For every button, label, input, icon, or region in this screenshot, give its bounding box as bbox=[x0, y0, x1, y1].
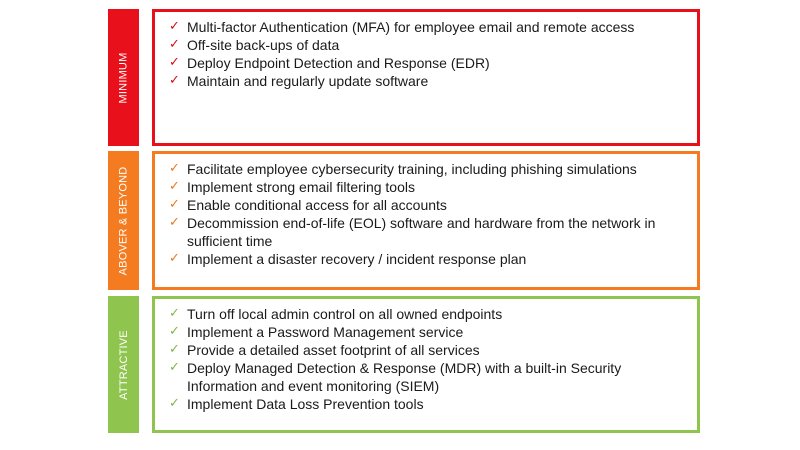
item-text: Implement a Password Management service bbox=[187, 324, 464, 340]
tier-item-list bbox=[155, 299, 697, 413]
checkmark-icon: ✓ bbox=[169, 360, 180, 375]
item-text: Implement Data Loss Prevention tools bbox=[187, 396, 424, 412]
item-text: Provide a detailed asset footprint of all services bbox=[187, 342, 480, 358]
tier-label-bar bbox=[108, 296, 139, 433]
list-item bbox=[169, 214, 689, 250]
item-text: Deploy Endpoint Detection and Response (EDR) bbox=[187, 55, 490, 71]
checkmark-icon: ✓ bbox=[169, 19, 180, 34]
list-item bbox=[169, 250, 689, 268]
tier-label-bar bbox=[108, 151, 139, 290]
checkmark-icon: ✓ bbox=[169, 55, 180, 70]
checkmark-icon: ✓ bbox=[169, 342, 180, 357]
tier-attractive bbox=[108, 296, 700, 433]
item-text: Facilitate employee cybersecurity training, including phishing simulations bbox=[187, 161, 637, 177]
list-item bbox=[169, 160, 689, 178]
item-text: Multi-factor Authentication (MFA) for employee email and remote access bbox=[187, 19, 635, 35]
tier-items-box bbox=[152, 296, 700, 433]
checkmark-icon: ✓ bbox=[169, 324, 180, 339]
checkmark-icon: ✓ bbox=[169, 37, 180, 52]
tier-item-list bbox=[155, 154, 697, 268]
tier-items-box bbox=[152, 151, 700, 290]
list-item bbox=[169, 359, 689, 395]
checkmark-icon: ✓ bbox=[169, 161, 180, 176]
tier-label-bar bbox=[108, 9, 139, 146]
item-text: Off-site back-ups of data bbox=[187, 37, 340, 53]
item-text: Deploy Managed Detection & Response (MDR) with a built-in Security Information and event monitoring (SIEM) bbox=[187, 360, 622, 394]
item-text: Decommission end-of-life (EOL) software and hardware from the network in sufficient time bbox=[187, 215, 656, 249]
list-item bbox=[169, 18, 689, 36]
tier-items-box bbox=[152, 9, 700, 146]
checkmark-icon: ✓ bbox=[169, 306, 180, 321]
tier-label: ATTRACTIVE bbox=[117, 329, 130, 400]
item-text: Turn off local admin control on all owned endpoints bbox=[187, 306, 503, 322]
list-item bbox=[169, 341, 689, 359]
item-text: Implement a disaster recovery / incident response plan bbox=[187, 251, 527, 267]
checkmark-icon: ✓ bbox=[169, 73, 180, 88]
item-text: Implement strong email filtering tools bbox=[187, 179, 415, 195]
tier-minimum bbox=[108, 9, 700, 146]
list-item bbox=[169, 196, 689, 214]
tier-item-list bbox=[155, 12, 697, 90]
tier-label: MINIMUM bbox=[117, 52, 130, 103]
list-item bbox=[169, 36, 689, 54]
checkmark-icon: ✓ bbox=[169, 215, 180, 230]
tier-above-and-beyond bbox=[108, 151, 700, 290]
item-text: Maintain and regularly update software bbox=[187, 73, 429, 89]
checkmark-icon: ✓ bbox=[169, 251, 180, 266]
checkmark-icon: ✓ bbox=[169, 197, 180, 212]
list-item bbox=[169, 54, 689, 72]
list-item bbox=[169, 395, 689, 413]
checkmark-icon: ✓ bbox=[169, 396, 180, 411]
checkmark-icon: ✓ bbox=[169, 179, 180, 194]
list-item bbox=[169, 305, 689, 323]
list-item bbox=[169, 178, 689, 196]
list-item bbox=[169, 323, 689, 341]
tier-label: ABOVER & BEYOND bbox=[117, 166, 130, 275]
item-text: Enable conditional access for all accounts bbox=[187, 197, 447, 213]
list-item bbox=[169, 72, 689, 90]
